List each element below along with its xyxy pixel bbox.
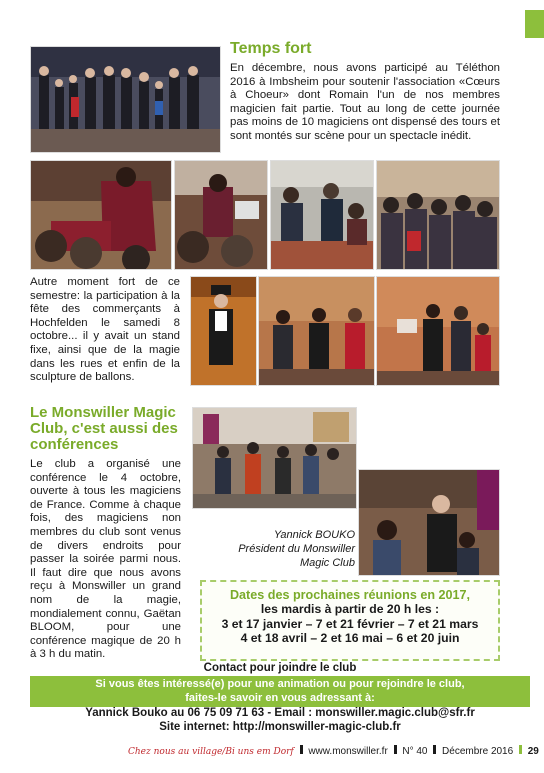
section-text-hochfelden: Autre moment fort de ce semestre: la participation à la fête des commerçants à Hochfelden le samedi 8 octobre... il y avait un stand fixe, ainsi que de la magie dans les rues et enfin de la sculpture de ballons. [30,276,180,384]
photo-magician-show [174,160,268,270]
page-corner-tab [525,10,544,38]
contact-website: Site internet: http://monswiller-magic-club.fr [159,721,401,733]
footer-separator-3 [433,745,436,754]
photo-magician-hat [190,276,257,386]
photo-crowd-hall [376,160,500,270]
footer-issue: N° 40 [402,746,428,757]
footer-page-number: 29 [527,746,539,757]
caption-name: Yannick BOUKO [273,529,355,541]
photo-stage-presentation [376,276,500,386]
contact-banner [30,676,530,707]
footer-tagline: Chez nous au village/Bi uns em Dorf [128,747,294,757]
footer-separator-4 [519,745,522,754]
contact-heading: Contact pour joindre le club [203,662,357,674]
photo-stage-group [30,46,221,153]
caption-role: Président du Monswiller [238,543,355,555]
dates-title: Dates des prochaines réunions en 2017, [229,588,471,602]
meeting-dates-box [200,580,500,661]
photo-hall-performers [258,276,375,386]
footer-separator-2 [394,745,397,754]
dates-line-2: 4 et 18 avril – 2 et 16 mai – 6 et 20 juin [240,631,460,645]
section-text-conference: Le club a organisé une conférence le 4 octobre, ouverte à tous les magiciens de France. Comme à chaque fois, des magiciens non membres du club sont venus de divers endroits pour passer la soirée parmi nous. Il faut dire que nous avons reçu à Monswiller un grand nom de la magie, mondialement connu, Gaëtan BLOOM, pour une conférence magique de 20 h à 3 h du matin. [30,458,181,661]
dates-line-1: 3 et 17 janvier – 7 et 21 février – 7 et 21 mars [221,616,479,631]
footer-date: Décembre 2016 [442,746,514,757]
contact-phone-email: Yannick Bouko au 06 75 09 71 63 - Email : monswiller.magic.club@sfr.fr [85,707,475,719]
caption-club: Magic Club [299,557,355,569]
footer [128,745,539,757]
footer-site: www.monswiller.fr [308,746,388,757]
photo-caption [190,528,355,570]
section-title-conferences: Le Monswiller Magic Club, c'est aussi des conférences [30,404,178,453]
photo-audience-table [270,160,374,270]
contact-banner-line-1: Si vous êtes intéressé(e) pour une animation ou pour rejoindre le club, [95,678,465,690]
photo-conference-magician [358,469,500,576]
photo-street-magic [192,407,357,509]
section-text-telethon: En décembre, nous avons participé au Téléthon 2016 à Imbsheim pour soutenir l'association «Cœurs à Choeur» dont Romain l'un de nos membres magicien fait partie. Tout au long de cette journée pas moins de 10 magiciens ont dispensé des tours et sont montés sur scène pour un spectacle inédit. [230,62,500,142]
contact-banner-line-2: faites-le savoir en vous adressant à: [185,692,375,704]
photo-magician-cards [30,160,172,270]
footer-separator-1 [300,745,303,754]
section-title-temps-fort: Temps fort [230,40,312,57]
dates-subtitle: les mardis à partir de 20 h les : [260,602,440,616]
